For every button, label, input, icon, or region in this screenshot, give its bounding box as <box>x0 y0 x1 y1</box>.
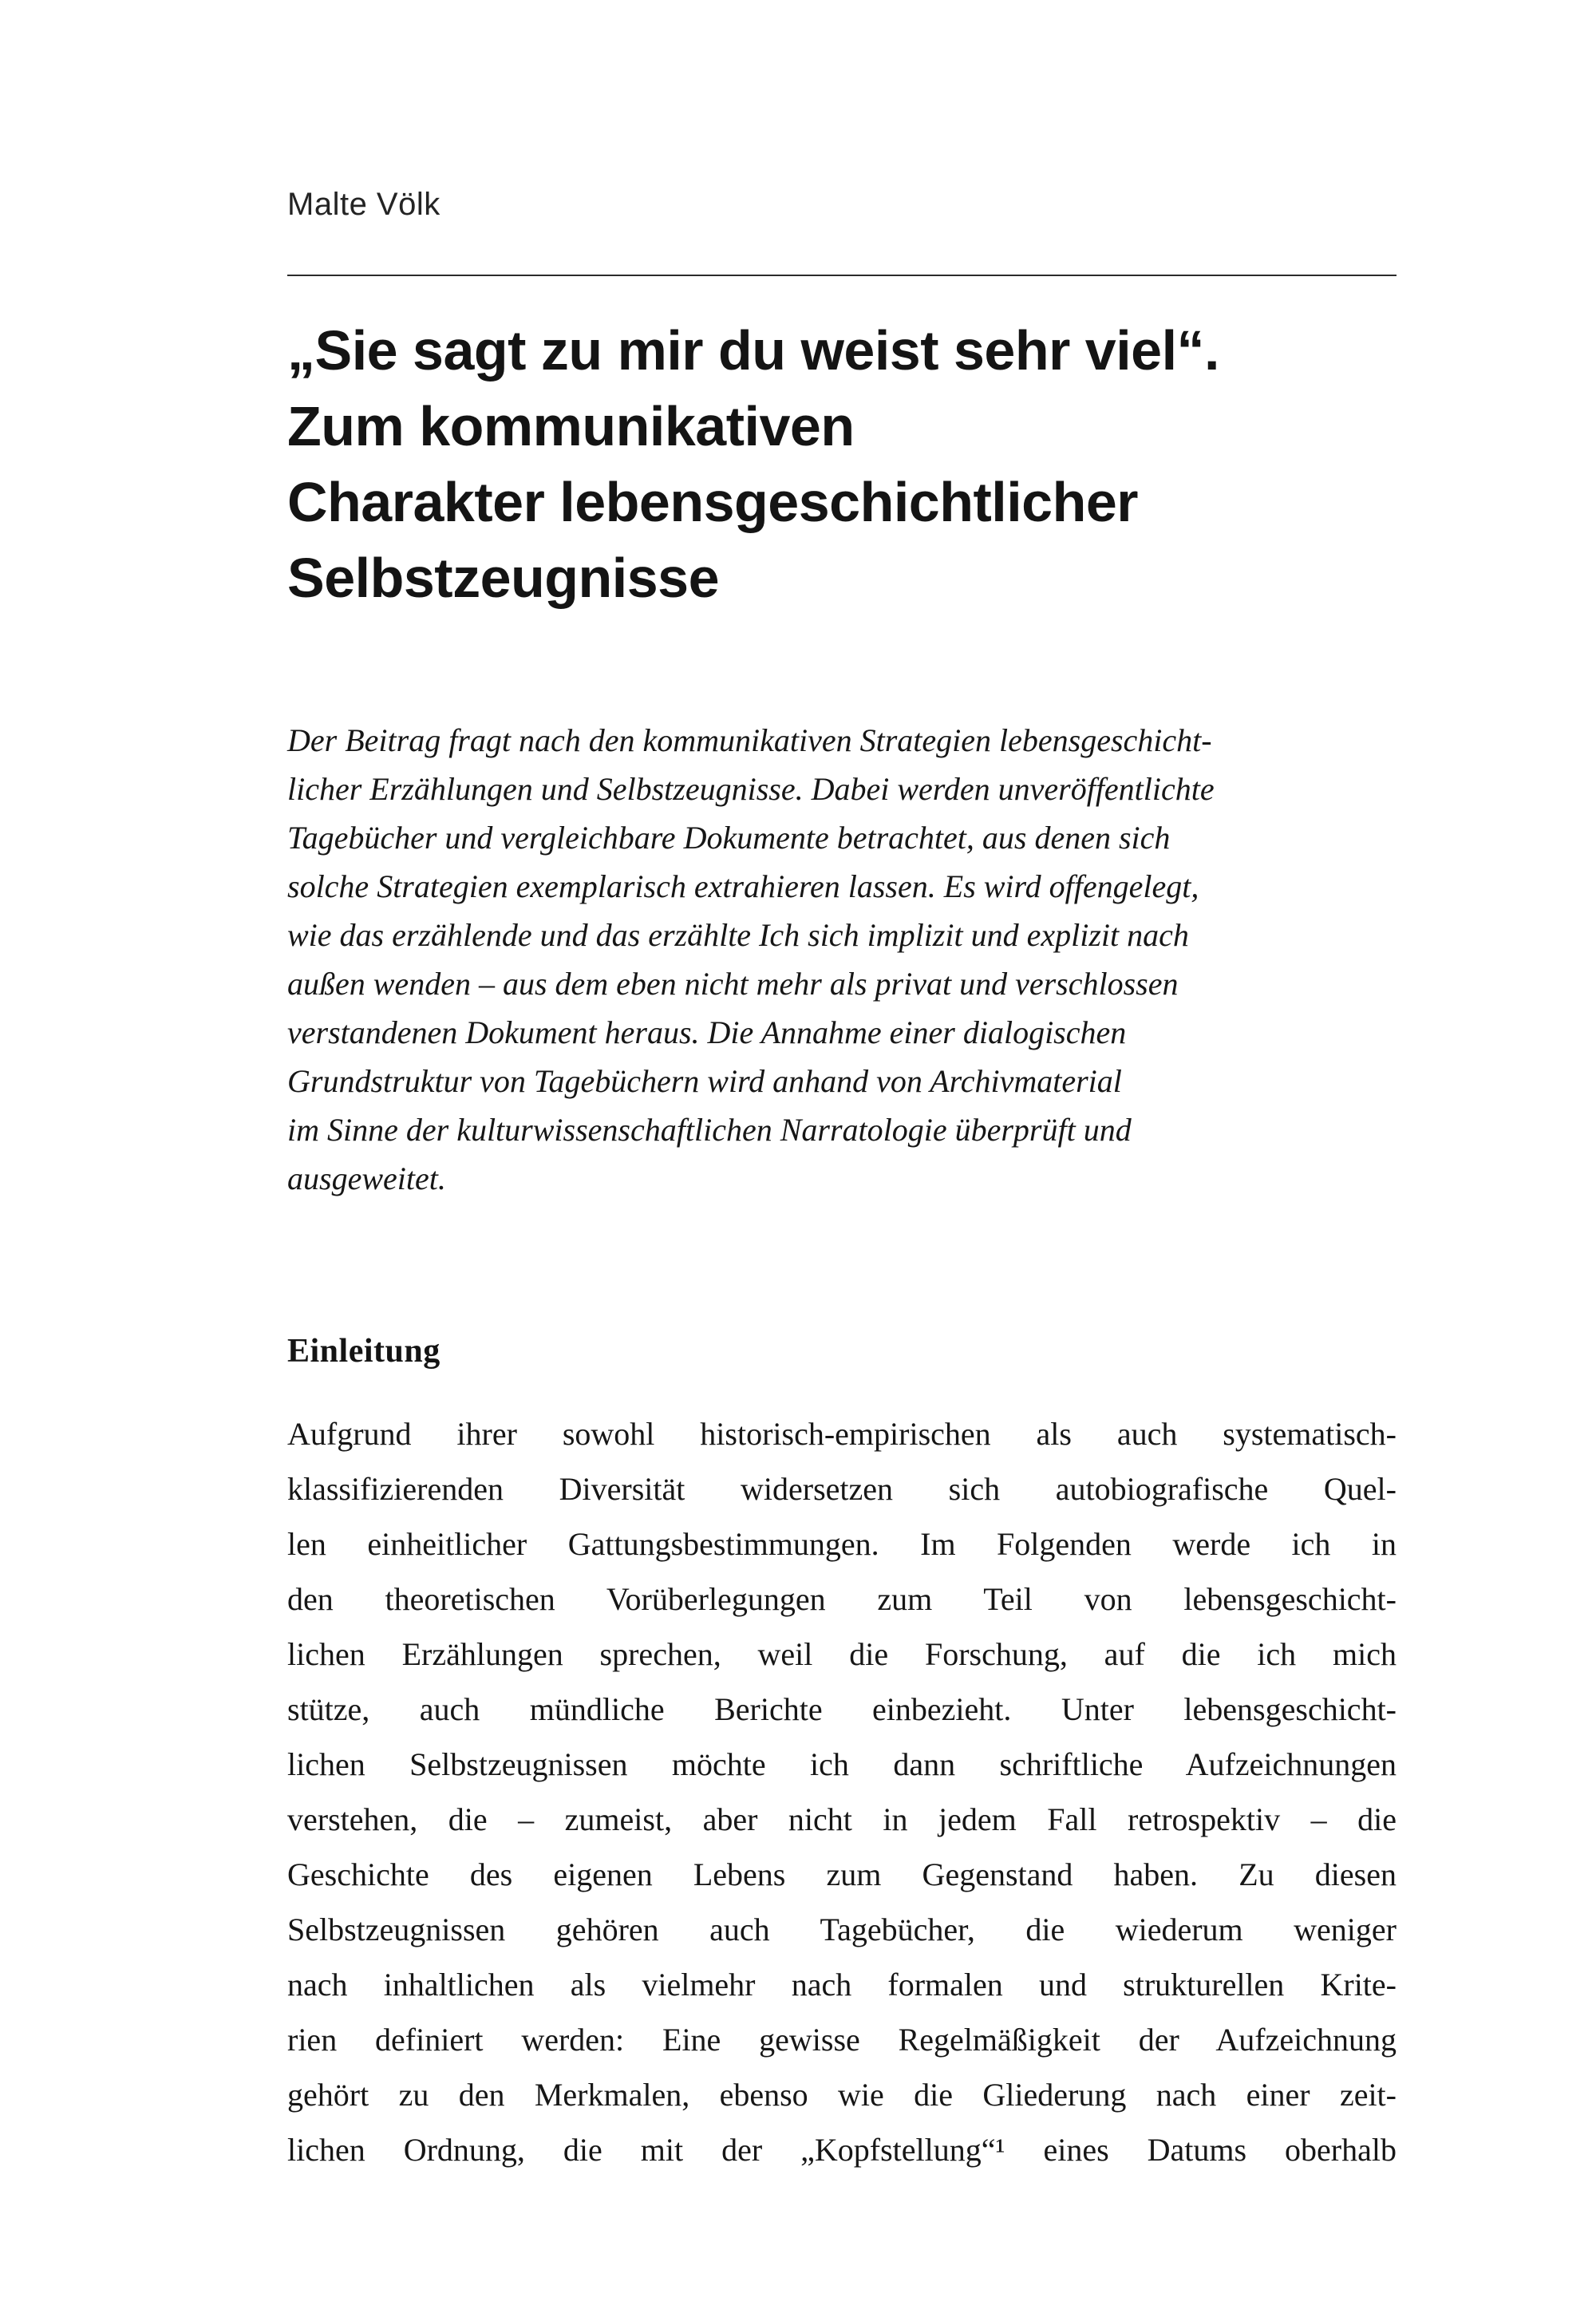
abstract-line: solche Strategien exemplarisch extrahieren lassen. Es wird offengelegt, <box>287 868 1199 904</box>
body-text-line: Geschichte des eigenen Lebens zum Gegenstand haben. Zu diesen <box>287 1856 1396 1892</box>
abstract-line: ausgeweitet. <box>287 1160 446 1196</box>
body-text-line: den theoretischen Vorüberlegungen zum Teil von lebensgeschicht- <box>287 1581 1396 1617</box>
author-name: Malte Völk <box>287 187 440 222</box>
article-title-line: Zum kommunikativen <box>287 395 855 457</box>
section-heading: Einleitung <box>287 1333 440 1370</box>
abstract-line: wie das erzählende und das erzählte Ich sich implizit und explizit nach <box>287 917 1189 953</box>
abstract-line: außen wenden – aus dem eben nicht mehr als privat und verschlossen <box>287 966 1179 1002</box>
body-text-line: stütze, auch mündliche Berichte einbezieht. Unter lebensgeschicht- <box>287 1691 1396 1727</box>
abstract-line: Tagebücher und vergleichbare Dokumente betrachtet, aus denen sich <box>287 820 1171 856</box>
article-title-line: „Sie sagt zu mir du weist sehr viel“. <box>287 319 1219 382</box>
article-title-line: Selbstzeugnisse <box>287 547 720 609</box>
body-text-line: klassifizierenden Diversität widersetzen sich autobiografische Quel- <box>287 1471 1396 1507</box>
article-title <box>287 313 1396 616</box>
abstract-line: verstandenen Dokument heraus. Die Annahme einer dialogischen <box>287 1014 1127 1050</box>
body-text-line: Selbstzeugnissen gehören auch Tagebücher, die wiederum weniger <box>287 1912 1396 1947</box>
body-text-line: lichen Ordnung, die mit der „Kopfstellung“¹ eines Datums oberhalb <box>287 2132 1396 2168</box>
abstract-line: Grundstruktur von Tagebüchern wird anhand von Archivmaterial <box>287 1063 1122 1099</box>
abstract-paragraph <box>287 716 1396 1203</box>
abstract-line: licher Erzählungen und Selbstzeugnisse. Dabei werden unveröffentlichte <box>287 771 1215 807</box>
abstract-line: im Sinne der kulturwissenschaftlichen Narratologie überprüft und <box>287 1112 1132 1148</box>
body-text-line: lichen Selbstzeugnissen möchte ich dann schriftliche Aufzeichnungen <box>287 1746 1396 1782</box>
body-text-line: rien definiert werden: Eine gewisse Regelmäßigkeit der Aufzeichnung <box>287 2022 1396 2058</box>
article-title-line: Charakter lebensgeschichtlicher <box>287 471 1139 533</box>
body-text-line: len einheitlicher Gattungsbestimmungen. Im Folgenden werde ich in <box>287 1526 1396 1562</box>
body-paragraph <box>287 1406 1396 2177</box>
text-column <box>287 0 1396 2309</box>
abstract-line: Der Beitrag fragt nach den kommunikativen Strategien lebensgeschicht- <box>287 722 1212 758</box>
body-text-line: Aufgrund ihrer sowohl historisch-empirischen als auch systematisch- <box>287 1416 1396 1452</box>
body-text-line: verstehen, die – zumeist, aber nicht in jedem Fall retrospektiv – die <box>287 1801 1396 1837</box>
body-text-line: nach inhaltlichen als vielmehr nach formalen und strukturellen Krite- <box>287 1967 1396 2003</box>
divider-rule <box>287 275 1396 276</box>
body-text-line: gehört zu den Merkmalen, ebenso wie die Gliederung nach einer zeit- <box>287 2077 1396 2113</box>
body-text-line: lichen Erzählungen sprechen, weil die Forschung, auf die ich mich <box>287 1636 1396 1672</box>
